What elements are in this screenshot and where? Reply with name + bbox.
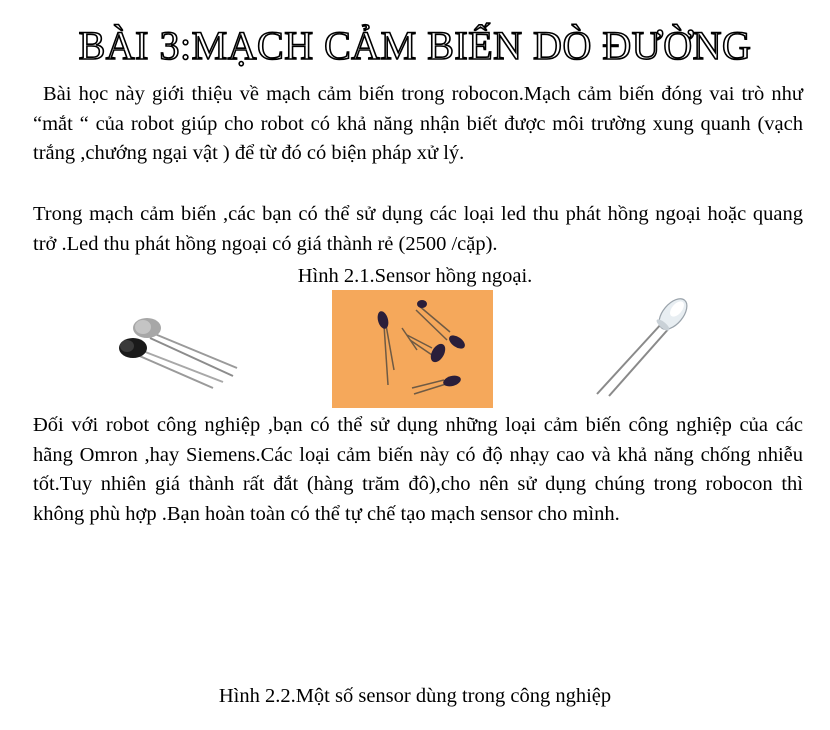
figure-caption-1: Hình 2.1.Sensor hồng ngoại. <box>297 265 533 287</box>
clear-led-photo <box>585 290 695 400</box>
led-icon <box>585 290 695 400</box>
intro-paragraph: Bài học này giới thiệu về mạch cảm biến trong robocon.Mạch cảm biến đóng vai trò như “mắt “ của robot giúp cho robot có khả năng nhận biết được môi trường xung quanh (vạch trắng ,chướng ngại vật ) để từ đó có biện pháp xử lý. <box>33 83 803 164</box>
ir-led-icon <box>332 290 493 408</box>
infrared-sensor-pair-photo <box>105 300 255 390</box>
infrared-leds-on-orange-photo <box>332 290 493 408</box>
figure-caption-2: Hình 2.2.Một số sensor dùng trong công nghiệp <box>218 685 612 707</box>
ir-sensor-icon <box>105 300 255 390</box>
industrial-paragraph: Đối với robot công nghiệp ,bạn có thể sử dụng những loại cảm biến công nghiệp của các hãng Omron ,hay Siemens.Các loại cảm biến này có độ nhạy cao và khả năng chống nhiễu tốt.Tuy nhiên giá thành rất đắt (hàng trăm đô),cho nên sử dụng chúng trong robocon thì không phù hợp .Bạn hoàn toàn có thể tự chế tạo mạch sensor cho mình. <box>33 414 803 525</box>
page-title: BÀI 3:MẠCH CẢM BIẾN DÒ ĐƯỜNG <box>78 23 752 68</box>
led-paragraph: Trong mạch cảm biến ,các bạn có thể sử dụng các loại led thu phát hồng ngoại hoặc quang trở .Led thu phát hồng ngoại có giá thành rẻ (2500 /cặp). <box>33 203 803 255</box>
